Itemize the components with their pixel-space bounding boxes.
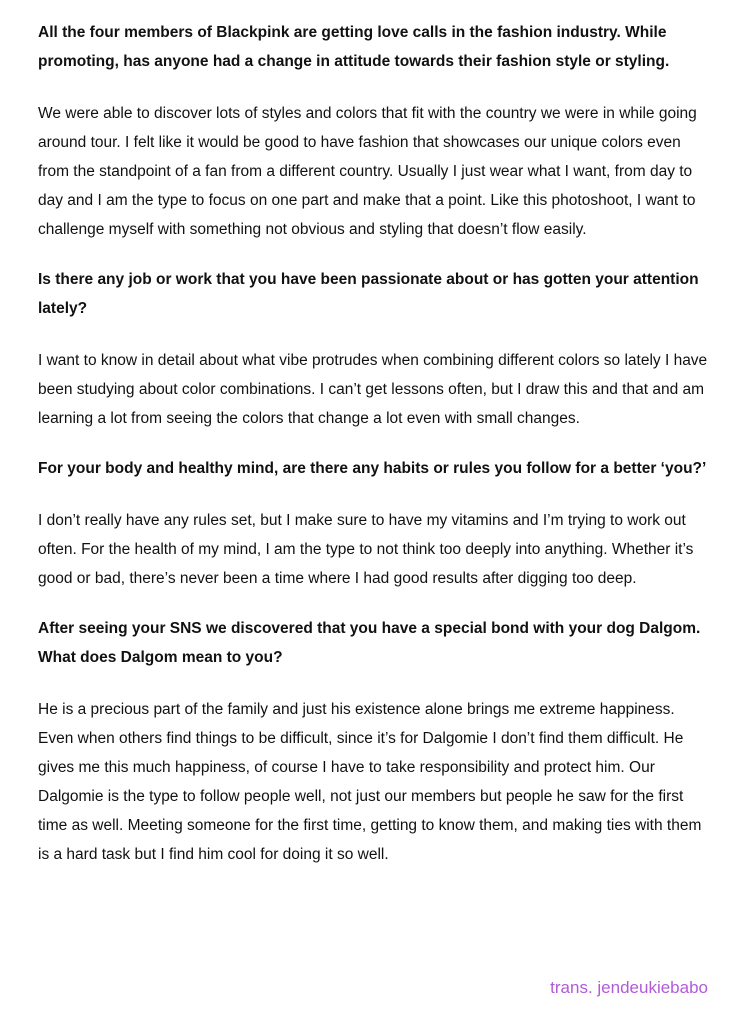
interview-document [38,18,710,869]
question-1: All the four members of Blackpink are getting love calls in the fashion industry. While promoting, has anyone had a change in attitude towards their fashion style or styling. [38,24,670,70]
question-4: After seeing your SNS we discovered that you have a special bond with your dog Dalgom. What does Dalgom mean to you? [38,620,701,666]
answer-3: I don’t really have any rules set, but I make sure to have my vitamins and I’m trying to work out often. For the health of my mind, I am the type to not think too deeply into anything. Whether it’s good or bad, there’s never been a time where I had good results after digging too deep. [38,512,694,587]
question-3: For your body and healthy mind, are there any habits or rules you follow for a better ‘you?’ [38,460,707,477]
question-2: Is there any job or work that you have been passionate about or has gotten your attention lately? [38,271,699,317]
answer-4: He is a precious part of the family and just his existence alone brings me extreme happiness. Even when others find things to be difficult, since it’s for Dalgomie I don’t find them difficult. He gives me this much happiness, of course I have to take responsibility and protect him. Our Dalgomie is the type to follow people well, not just our members but people he saw for the first time as well. Meeting someone for the first time, getting to know them, and making ties with them is a hard task but I find him cool for doing it so well. [38,701,702,863]
answer-1: We were able to discover lots of styles and colors that fit with the country we were in while going around tour. I felt like it would be good to have fashion that showcases our unique colors even from the standpoint of a fan from a different country. Usually I just wear what I want, from day to day and I am the type to focus on one part and make that a point. Like this photoshoot, I want to challenge myself with something not obvious and styling that doesn’t flow easily. [38,105,697,238]
answer-2: I want to know in detail about what vibe protrudes when combining different colors so lately I have been studying about color combinations. I can’t get lessons often, but I draw this and that and am learning a lot from seeing the colors that change a lot even with small changes. [38,352,708,427]
translator-credit: trans. jendeukiebabo [550,978,708,997]
